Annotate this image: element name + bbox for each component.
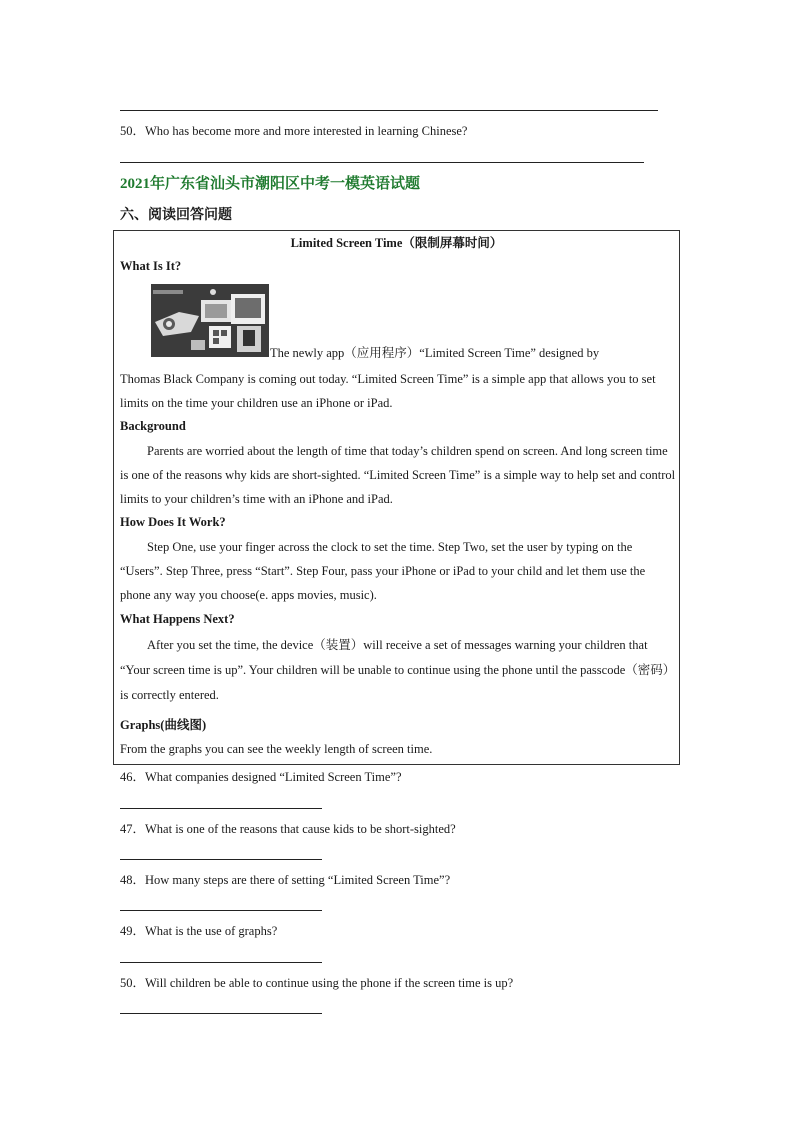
heading-background: Background (120, 419, 186, 433)
article-title: Limited Screen Time（限制屏幕时间） (290, 236, 503, 250)
article-box (113, 230, 680, 765)
what-paragraph-line1: The newly app（应用程序）“Limited Screen Time” designed by (270, 346, 600, 360)
next-paragraph: After you set the time, the device（装置）will receive a set of messages warning your children that “Your screen time is up”. Your children will be unable to continue using the phone until the passcode（密码）is correctly entered. (120, 638, 676, 702)
section-title: 六、阅读回答问题 (120, 208, 232, 223)
question-50: 50．Will children be able to continue using the phone if the screen time is up? (120, 976, 514, 990)
question-46: 46．What companies designed “Limited Screen Time”? (120, 770, 402, 784)
answer-line (120, 110, 658, 111)
answer-line[interactable] (120, 910, 322, 911)
answer-line[interactable] (120, 962, 322, 963)
answer-line[interactable] (120, 859, 322, 860)
app-illustration (151, 284, 269, 357)
answer-line (120, 162, 644, 163)
what-paragraph: Thomas Black Company is coming out today. “Limited Screen Time” is a simple app that allows you to set limits on the time your children use an iPhone or iPad. (120, 372, 656, 410)
heading-what-next: What Happens Next? (120, 612, 235, 626)
top-question: 50．Who has become more and more interested in learning Chinese? (120, 124, 468, 138)
question-47: 47．What is one of the reasons that cause kids to be short-sighted? (120, 822, 456, 836)
answer-line[interactable] (120, 1013, 322, 1014)
heading-graphs: Graphs(曲线图) (120, 718, 207, 732)
background-paragraph: Parents are worried about the length of time that today’s children spend on screen. And long screen time is one of the reasons why kids are short-sighted. “Limited Screen Time” is a simple way to help set and control limits to your children’s time with an iPhone and iPad. (120, 444, 676, 506)
question-48: 48．How many steps are there of setting “Limited Screen Time”? (120, 873, 451, 887)
how-paragraph: Step One, use your finger across the clock to set the time. Step Two, set the user by typing on the “Users”. Step Three, press “Start”. Step Four, pass your iPhone or iPad to your child and let them use the phone any way you choose(e. apps movies, music). (120, 540, 646, 602)
heading-what-is-it: What Is It? (120, 259, 182, 273)
heading-how-it-works: How Does It Work? (120, 515, 226, 529)
answer-line[interactable] (120, 808, 322, 809)
exam-title: 2021年广东省汕头市潮阳区中考一模英语试题 (120, 176, 421, 192)
graphs-paragraph: From the graphs you can see the weekly length of screen time. (120, 742, 433, 756)
question-49: 49．What is the use of graphs? (120, 924, 278, 938)
